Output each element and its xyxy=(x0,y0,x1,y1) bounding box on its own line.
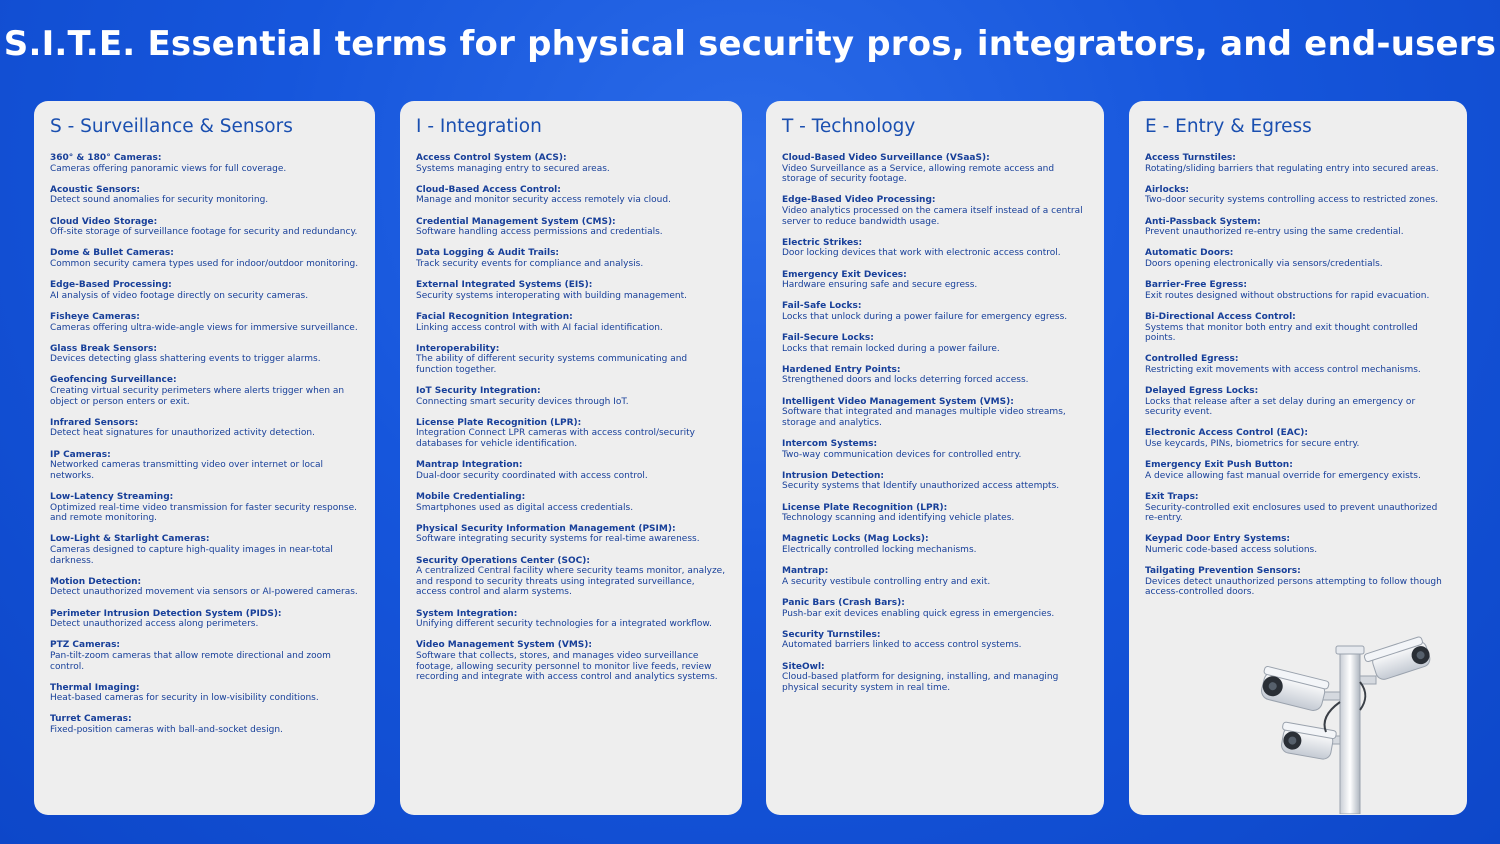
term-description: Strengthened doors and locks deterring forced access. xyxy=(782,375,1029,386)
term-title: Low-Light & Starlight Cameras: xyxy=(50,534,210,545)
term-item xyxy=(782,439,1088,460)
term-title: Intercom Systems: xyxy=(782,439,878,450)
term-description: Two-way communication devices for controlled entry. xyxy=(782,449,1022,460)
term-title: Tailgating Prevention Sensors: xyxy=(1145,566,1301,577)
term-description: A security vestibule controlling entry and exit. xyxy=(782,576,991,587)
term-item xyxy=(1145,386,1451,418)
term-item xyxy=(782,365,1088,386)
term-item xyxy=(782,270,1088,291)
term-description: Automated barriers linked to access control systems. xyxy=(782,640,1022,651)
term-item xyxy=(782,397,1088,429)
term-item xyxy=(782,534,1088,555)
term-description: Heat-based cameras for security in low-visibility conditions. xyxy=(50,693,319,704)
term-title: Barrier-Free Egress: xyxy=(1145,280,1247,291)
term-item xyxy=(416,524,726,545)
term-list xyxy=(416,153,726,683)
term-item xyxy=(416,609,726,630)
term-description: Detect unauthorized movement via sensors or AI-powered cameras. xyxy=(50,587,358,598)
term-title: Access Control System (ACS): xyxy=(416,153,567,163)
term-title: Physical Security Information Management (PSIM): xyxy=(416,523,676,534)
term-description: Doors opening electronically via sensors/credentials. xyxy=(1145,258,1383,269)
term-item xyxy=(416,185,726,206)
term-title: Emergency Exit Push Button: xyxy=(1145,460,1293,471)
term-description: Push-bar exit devices enabling quick egress in emergencies. xyxy=(782,608,1055,619)
term-title: Thermal Imaging: xyxy=(50,682,140,693)
term-description: Restricting exit movements with access control mechanisms. xyxy=(1145,364,1421,375)
term-description: Systems that monitor both entry and exit thought controlled points. xyxy=(1145,322,1418,344)
term-title: Motion Detection: xyxy=(50,576,142,587)
term-title: Perimeter Intrusion Detection System (PIDS): xyxy=(50,608,282,619)
term-item xyxy=(782,662,1088,694)
term-title: Hardened Entry Points: xyxy=(782,364,901,375)
term-title: Data Logging & Audit Trails: xyxy=(416,248,560,259)
term-title: Intrusion Detection: xyxy=(782,470,884,481)
term-description: Cameras designed to capture high-quality images in near-total darkness. xyxy=(50,544,333,566)
term-item xyxy=(50,609,359,630)
term-description: Technology scanning and identifying vehicle plates. xyxy=(782,513,1015,524)
term-item xyxy=(50,450,359,482)
term-item xyxy=(416,640,726,682)
term-title: Acoustic Sensors: xyxy=(50,184,141,195)
section-heading: T - Technology xyxy=(782,116,916,137)
term-description: A centralized Central facility where security teams monitor, analyze, and respond to security threats using integrated surveillance, access control and alarm systems. xyxy=(416,566,726,598)
term-description: Systems managing entry to secured areas. xyxy=(416,163,610,174)
term-title: Airlocks: xyxy=(1145,184,1190,195)
term-item xyxy=(782,333,1088,354)
term-item xyxy=(50,312,359,333)
term-item xyxy=(50,534,359,566)
term-item xyxy=(782,153,1088,185)
term-item xyxy=(50,280,359,301)
term-item xyxy=(416,344,726,376)
term-title: Edge-Based Processing: xyxy=(50,280,172,291)
term-item xyxy=(50,683,359,704)
term-description: Software that collects, stores, and manages video surveillance footage, allowing security personnel to monitor live feeds, review recording and integrate with access control and analytics systems. xyxy=(416,650,718,683)
term-title: Infrared Sensors: xyxy=(50,417,139,428)
term-list xyxy=(782,153,1088,693)
term-title: Edge-Based Video Processing: xyxy=(782,195,936,206)
term-title: Credential Management System (CMS): xyxy=(416,216,616,227)
term-description: Detect heat signatures for unauthorized activity detection. xyxy=(50,428,315,439)
term-title: SiteOwl: xyxy=(782,661,825,672)
term-item xyxy=(782,598,1088,619)
term-description: Connecting smart security devices through IoT. xyxy=(416,396,629,407)
term-item xyxy=(1145,354,1451,375)
term-title: Electric Strikes: xyxy=(782,237,863,248)
term-description: Cameras offering ultra-wide-angle views for immersive surveillance. xyxy=(50,322,358,333)
term-description: Security systems interoperating with building management. xyxy=(416,290,687,301)
term-title: Geofencing Surveillance: xyxy=(50,375,177,386)
term-title: Fail-Secure Locks: xyxy=(782,333,874,344)
term-item xyxy=(782,630,1088,651)
term-description: Software integrating security systems for real-time awareness. xyxy=(416,534,700,545)
term-title: IP Cameras: xyxy=(50,449,111,460)
term-item xyxy=(416,418,726,450)
term-description: Cloud-based platform for designing, installing, and managing physical security system in real time. xyxy=(782,672,1059,693)
term-item xyxy=(50,344,359,365)
term-title: Security Turnstiles: xyxy=(782,629,881,640)
term-item xyxy=(50,640,359,672)
term-item xyxy=(782,238,1088,259)
term-title: Low-Latency Streaming: xyxy=(50,492,174,502)
section-card-integration xyxy=(400,101,742,815)
section-card-technology xyxy=(766,101,1104,815)
term-description: Use keycards, PINs, biometrics for secure entry. xyxy=(1145,439,1360,450)
term-list xyxy=(50,153,359,736)
section-heading: I - Integration xyxy=(416,116,542,137)
term-description: Exit routes designed without obstructions for rapid evacuation. xyxy=(1145,290,1430,301)
term-item xyxy=(782,195,1088,227)
term-item xyxy=(1145,428,1451,449)
term-item xyxy=(416,556,726,598)
term-item xyxy=(50,217,359,238)
term-item xyxy=(50,185,359,206)
term-item xyxy=(50,418,359,439)
term-title: License Plate Recognition (LPR): xyxy=(782,502,948,513)
term-description: Off-site storage of surveillance footage for security and redundancy. xyxy=(50,227,358,238)
term-description: Networked cameras transmitting video over internet or local networks. xyxy=(50,460,323,481)
term-description: Smartphones used as digital access credentials. xyxy=(416,502,634,513)
term-description: Cameras offering panoramic views for full coverage. xyxy=(50,163,287,174)
term-description: Dual-door security coordinated with access control. xyxy=(416,470,648,481)
term-title: PTZ Cameras: xyxy=(50,640,121,651)
term-description: The ability of different security systems communicating and function together. xyxy=(416,354,688,375)
term-item xyxy=(1145,534,1451,555)
term-title: Panic Bars (Crash Bars): xyxy=(782,597,905,608)
term-description: Locks that release after a set delay during an emergency or security event. xyxy=(1145,396,1416,418)
term-title: Automatic Doors: xyxy=(1145,248,1234,259)
term-title: Mantrap Integration: xyxy=(416,460,523,471)
term-title: Intelligent Video Management System (VMS): xyxy=(782,396,1014,407)
term-description: Common security camera types used for indoor/outdoor monitoring. xyxy=(50,258,359,269)
term-description: Detect sound anomalies for security monitoring. xyxy=(50,195,269,206)
term-title: Electronic Access Control (EAC): xyxy=(1145,428,1309,439)
term-item xyxy=(1145,185,1451,206)
term-title: System Integration: xyxy=(416,608,518,619)
term-title: Cloud-Based Video Surveillance (VSaaS): xyxy=(782,153,990,163)
term-item xyxy=(50,577,359,598)
term-title: Controlled Egress: xyxy=(1145,354,1239,365)
term-item xyxy=(416,280,726,301)
term-item xyxy=(416,386,726,407)
term-item xyxy=(1145,460,1451,481)
security-cameras-pole-icon xyxy=(1256,632,1466,814)
term-title: Magnetic Locks (Mag Locks): xyxy=(782,534,929,545)
term-description: Fixed-position cameras with ball-and-socket design. xyxy=(50,725,283,736)
term-list xyxy=(1145,153,1451,598)
term-description: Unifying different security technologies for a integrated workflow. xyxy=(416,619,712,630)
term-item xyxy=(1145,280,1451,301)
term-title: Keypad Door Entry Systems: xyxy=(1145,534,1291,545)
term-title: Video Management System (VMS): xyxy=(416,640,592,651)
term-title: Security Operations Center (SOC): xyxy=(416,555,590,566)
term-description: Devices detect unauthorized persons attempting to follow though access-controlled doors. xyxy=(1145,576,1442,598)
term-description: A device allowing fast manual override for emergency exists. xyxy=(1145,470,1421,481)
term-title: Cloud Video Storage: xyxy=(50,216,158,227)
term-item xyxy=(50,714,359,735)
term-item xyxy=(1145,153,1451,174)
term-description: Integration Connect LPR cameras with access control/security databases for vehicle identification. xyxy=(416,428,695,450)
term-description: Optimized real-time video transmission for faster security response. and remote monitoring. xyxy=(50,502,357,524)
term-item xyxy=(416,492,726,513)
term-item xyxy=(1145,566,1451,598)
term-item xyxy=(416,248,726,269)
term-title: Turret Cameras: xyxy=(50,714,132,725)
term-description: Software handling access permissions and credentials. xyxy=(416,227,663,238)
term-description: Security-controlled exit enclosures used to prevent unauthorized re-entry. xyxy=(1145,502,1438,524)
term-title: Fail-Safe Locks: xyxy=(782,301,862,312)
section-card-surveillance xyxy=(34,101,375,815)
term-title: Interoperability: xyxy=(416,343,500,354)
term-description: Manage and monitor security access remotely via cloud. xyxy=(416,195,671,206)
term-title: Exit Traps: xyxy=(1145,492,1199,502)
term-title: Delayed Egress Locks: xyxy=(1145,386,1259,397)
term-description: Creating virtual security perimeters where alerts trigger when an object or person enters or exit. xyxy=(50,386,345,407)
term-title: Cloud-Based Access Control: xyxy=(416,184,561,195)
term-title: License Plate Recognition (LPR): xyxy=(416,417,582,428)
term-item xyxy=(782,301,1088,322)
term-description: Two-door security systems controlling access to restricted zones. xyxy=(1145,195,1439,206)
term-title: Emergency Exit Devices: xyxy=(782,269,907,280)
term-description: Software that integrated and manages multiple video streams, storage and analytics. xyxy=(782,407,1066,428)
term-item xyxy=(416,312,726,333)
term-description: Locks that unlock during a power failure for emergency egress. xyxy=(782,311,1068,322)
term-description: Electrically controlled locking mechanisms. xyxy=(782,544,977,555)
term-description: Detect unauthorized access along perimeters. xyxy=(50,619,259,630)
term-item xyxy=(50,492,359,524)
term-title: Facial Recognition Integration: xyxy=(416,311,573,322)
page-title: S.I.T.E. Essential terms for physical security pros, integrators, and end-users xyxy=(3,24,1497,64)
term-item xyxy=(50,153,359,174)
term-title: Bi-Directional Access Control: xyxy=(1145,311,1296,322)
term-title: External Integrated Systems (EIS): xyxy=(416,280,593,291)
term-item xyxy=(782,471,1088,492)
term-description: Prevent unauthorized re-entry using the same credential. xyxy=(1145,227,1404,238)
term-description: Devices detecting glass shattering events to trigger alarms. xyxy=(50,354,321,365)
term-title: Dome & Bullet Cameras: xyxy=(50,248,174,259)
term-title: Mobile Credentialing: xyxy=(416,492,526,502)
term-item xyxy=(1145,312,1451,344)
term-description: Locks that remain locked during a power failure. xyxy=(782,343,1000,354)
term-item xyxy=(50,248,359,269)
term-item xyxy=(782,503,1088,524)
term-item xyxy=(1145,217,1451,238)
term-description: Pan-tilt-zoom cameras that allow remote directional and zoom control. xyxy=(50,650,331,672)
term-description: Video analytics processed on the camera itself instead of a central server to reduce bandwidth usage. xyxy=(782,205,1083,227)
term-title: Access Turnstiles: xyxy=(1145,153,1236,163)
term-title: 360° & 180° Cameras: xyxy=(50,153,162,163)
term-title: Glass Break Sensors: xyxy=(50,343,157,354)
section-heading: S - Surveillance & Sensors xyxy=(50,116,293,137)
section-heading: E - Entry & Egress xyxy=(1145,116,1312,137)
term-description: Security systems that Identify unauthorized access attempts. xyxy=(782,481,1060,492)
term-title: Mantrap: xyxy=(782,566,829,577)
term-item xyxy=(416,217,726,238)
term-item xyxy=(1145,492,1451,524)
term-item xyxy=(782,566,1088,587)
term-title: Anti-Passback System: xyxy=(1145,216,1261,227)
term-item xyxy=(50,375,359,407)
term-description: Track security events for compliance and analysis. xyxy=(416,258,644,269)
term-description: Door locking devices that work with electronic access control. xyxy=(782,248,1061,259)
term-description: Hardware ensuring safe and secure egress. xyxy=(782,280,978,291)
term-item xyxy=(416,153,726,174)
term-description: Numeric code-based access solutions. xyxy=(1145,544,1318,555)
term-title: Fisheye Cameras: xyxy=(50,311,140,322)
term-description: Rotating/sliding barriers that regulating entry into secured areas. xyxy=(1145,163,1439,174)
term-item xyxy=(1145,248,1451,269)
term-description: Video Surveillance as a Service, allowing remote access and storage of security footage. xyxy=(782,163,1055,185)
term-item xyxy=(416,460,726,481)
term-description: Linking access control with with AI facial identification. xyxy=(416,322,663,333)
term-title: IoT Security Integration: xyxy=(416,386,541,397)
term-description: AI analysis of video footage directly on security cameras. xyxy=(50,290,309,301)
